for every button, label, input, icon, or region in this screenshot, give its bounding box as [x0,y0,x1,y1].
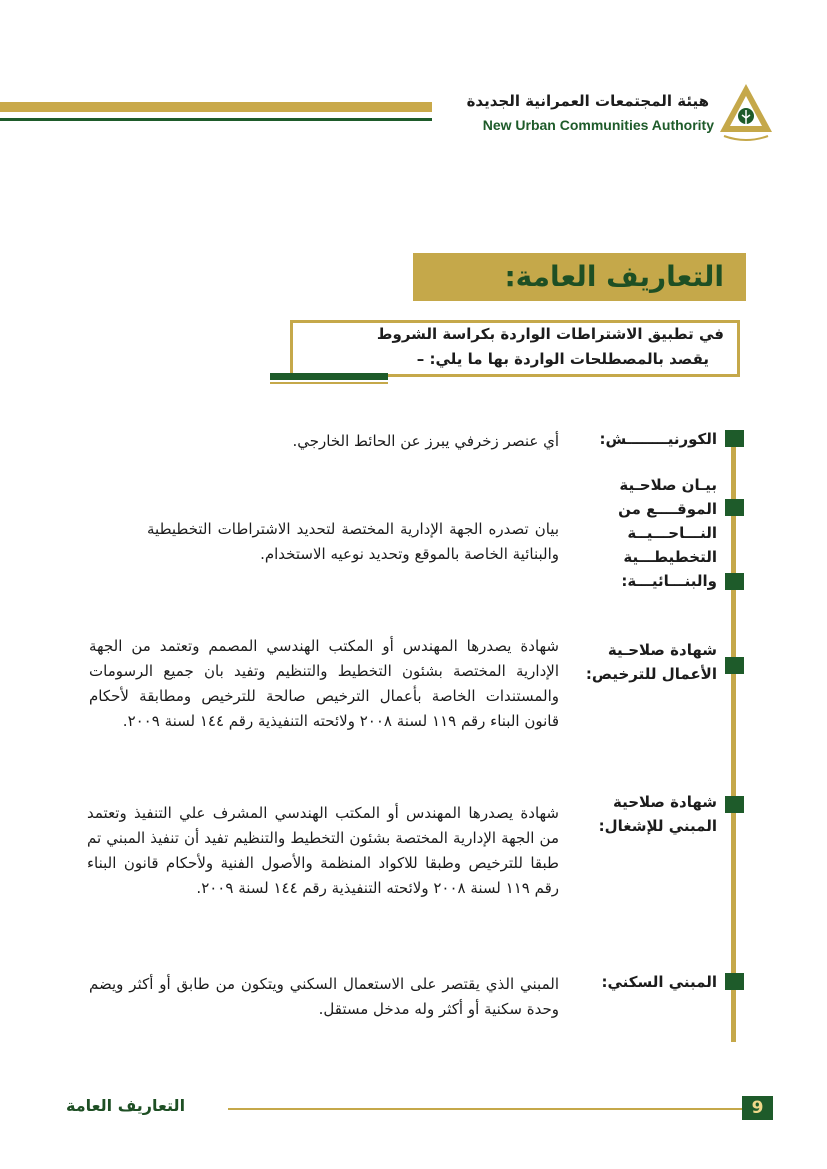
term-line: الموقــــع من [618,500,717,518]
page-number: 9 [742,1096,773,1120]
intro-line-2: يقصد بالمصطلحات الواردة بها ما يلي: – [416,350,709,368]
term-line: الأعمال للترخيص: [585,665,717,683]
definition-text: المبني الذي يقتصر على الاستعمال السكني ويتكون من طابق أو أكثر ويضم وحدة سكنية أو أكثر وله مدخل مستقل. [89,975,559,1018]
intro-line-1: في تطبيق الاشتراطات الواردة بكراسة الشروط [376,325,724,343]
org-name-english: New Urban Communities Authority [482,117,714,133]
term-line: المبني السكني: [601,973,717,991]
intro-gold-accent [270,382,388,384]
term-label [586,638,717,686]
term-label [601,970,717,994]
term-line: شهادة صلاحية [613,793,717,811]
term-label [599,790,717,838]
definition-text: شهادة يصدرها المهندس أو المكتب الهندسي المصمم وتعتمد من الجهة الإدارية المختصة بشئون التخطيط والتنظيم وتفيد بان جميع الرسومات والمستندات الخاصة بأعمال الترخيص صالحة للترخيص ومطابقة لأحكام قانون البناء رقم ١١٩ لسنة ٢٠٠٨ ولائحته التنفيذية رقم ١٤٤ لسنة ٢٠٠٩. [89,637,559,730]
header-gold-rule [0,102,432,112]
definition-text: شهادة يصدرها المهندس أو المكتب الهندسي المشرف علي التنفيذ وتعتمد من الجهة الإدارية المختصة بشئون التخطيط والتنظيم تفيد أن تنفيذ المبني تم طبقا للترخيص وطبقا للاكواد المنظمة والأصول الفنية ولأحكام قانون البناء رقم ١١٩ لسنة ٢٠٠٨ ولائحته التنفيذية رقم ١٤٤ لسنة ٢٠٠٩. [87,804,559,897]
intro-green-accent [270,373,388,380]
term-line: والبنـــائيـــة: [621,572,717,590]
org-name-arabic: هيئة المجتمعات العمرانية الجديدة [466,92,709,110]
term-line: التخطيطـــية [623,548,717,566]
timeline-marker [725,573,744,590]
term-line: المبني للإشغال: [598,817,717,835]
term-label [599,427,717,451]
term-label [618,473,717,593]
nuca-logo-icon [718,82,774,142]
timeline-marker [725,499,744,516]
footer-section-title: التعاريف العامة [66,1096,186,1115]
term-line: بيـان صلاحـية [619,476,717,494]
timeline-marker [725,430,744,447]
term-line: الكورنيــــــــش: [599,430,717,448]
header-green-rule [0,118,432,121]
page-title: التعاريف العامة: [504,260,724,293]
term-line: النـــاحـــيــة [627,524,717,542]
timeline-marker [725,796,744,813]
definition-text: أي عنصر زخرفي يبرز عن الحائط الخارجي. [292,432,559,450]
timeline-marker [725,657,744,674]
footer-rule [228,1108,742,1110]
timeline-marker [725,973,744,990]
definition-text: بيان تصدره الجهة الإدارية المختصة لتحديد الاشتراطات التخطيطية والبنائية الخاصة بالموقع وتحديد نوعيه الاستخدام. [147,520,559,563]
term-line: شهادة صلاحـية [607,641,717,659]
timeline-line [731,438,736,1042]
